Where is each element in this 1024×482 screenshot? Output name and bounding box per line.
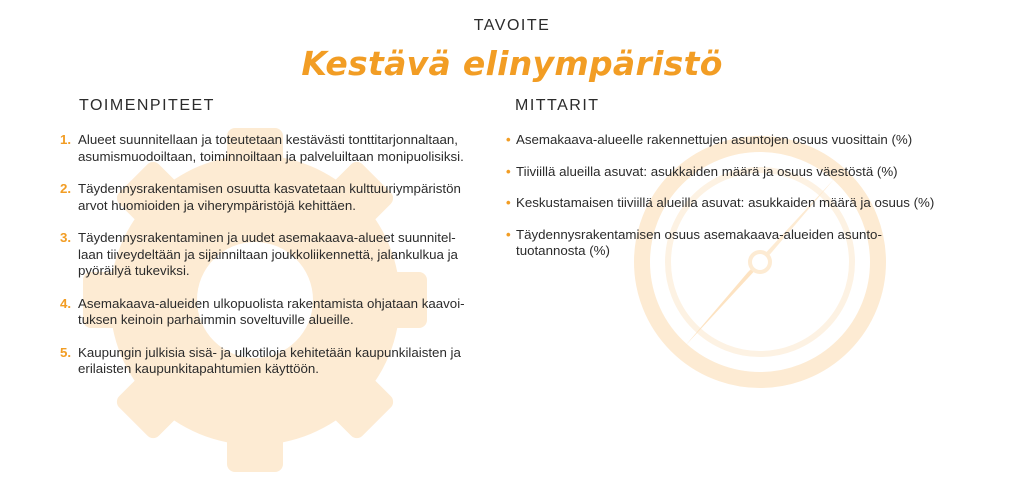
item-text-line: Alueet suunnitellaan ja toteutetaan kestävästi tonttitarjonnaltaan, — [78, 132, 458, 147]
action-item — [60, 181, 500, 214]
item-text-line: Tiiviillä alueilla asuvat: asukkaiden määrä ja osuus väestöstä (%) — [516, 163, 898, 179]
action-item — [60, 230, 500, 280]
item-number: 5. — [60, 344, 72, 360]
item-number: 1. — [60, 132, 72, 147]
metrics-list — [506, 132, 976, 260]
item-number: 2. — [60, 181, 72, 196]
item-text-line: Keskustamaisen tiiviillä alueilla asuvat: asukkaiden määrä ja osuus (%) — [516, 195, 935, 210]
item-text-line: tuksen keinoin parhaimmin soveltuville alueille. — [78, 312, 354, 327]
bullet-icon: • — [506, 163, 511, 179]
metrics-heading: MITTARIT — [515, 97, 600, 114]
item-text-line: Täydennysrakentamisen osuutta kasvatetaan kulttuuriympäristön — [78, 181, 461, 196]
item-text-line: Täydennysrakentamisen osuus asemakaava-alueiden asunto- — [516, 226, 882, 242]
bullet-icon: • — [506, 195, 511, 210]
item-number: 3. — [60, 230, 72, 245]
item-text-line: laan tiiveydeltään ja sijainniltaan joukkoliikennettä, jalankulkua ja — [78, 246, 458, 262]
item-text-line: tuotannosta (%) — [516, 243, 610, 258]
item-text-line: Täydennysrakentaminen ja uudet asemakaava-alueet suunnitel- — [78, 230, 456, 245]
actions-list — [60, 132, 500, 378]
page-title: Kestävä elinympäristö — [301, 44, 723, 83]
item-text-line: arvot huomioiden ja viherympäristöjä kehittäen. — [78, 197, 356, 213]
item-text-line: asumismuodoiltaan, toiminnoiltaan ja palveluiltaan monipuolisiksi. — [78, 148, 464, 164]
action-item — [60, 345, 500, 378]
metric-item — [506, 164, 976, 181]
bullet-icon: • — [506, 132, 511, 147]
item-text-line: Asemakaava-alueelle rakennettujen asuntojen osuus vuosittain (%) — [516, 132, 913, 147]
item-text-line: Kaupungin julkisia sisä- ja ulkotiloja kehitetään kaupunkilaisten ja — [78, 344, 461, 360]
section-kicker: TAVOITE — [473, 17, 551, 34]
action-item — [60, 296, 500, 329]
item-text-line: Asemakaava-alueiden ulkopuolista rakentamista ohjataan kaavoi- — [78, 295, 465, 311]
metric-item — [506, 132, 976, 149]
item-text-line: pyöräilyä tukeviksi. — [78, 263, 190, 278]
actions-heading: TOIMENPITEET — [79, 97, 215, 114]
bullet-icon: • — [506, 226, 511, 242]
metric-item — [506, 227, 976, 260]
action-item — [60, 132, 500, 165]
item-text-line: erilaisten kaupunkitapahtumien käyttöön. — [78, 361, 319, 376]
metric-item — [506, 195, 976, 212]
item-number: 4. — [60, 295, 72, 311]
